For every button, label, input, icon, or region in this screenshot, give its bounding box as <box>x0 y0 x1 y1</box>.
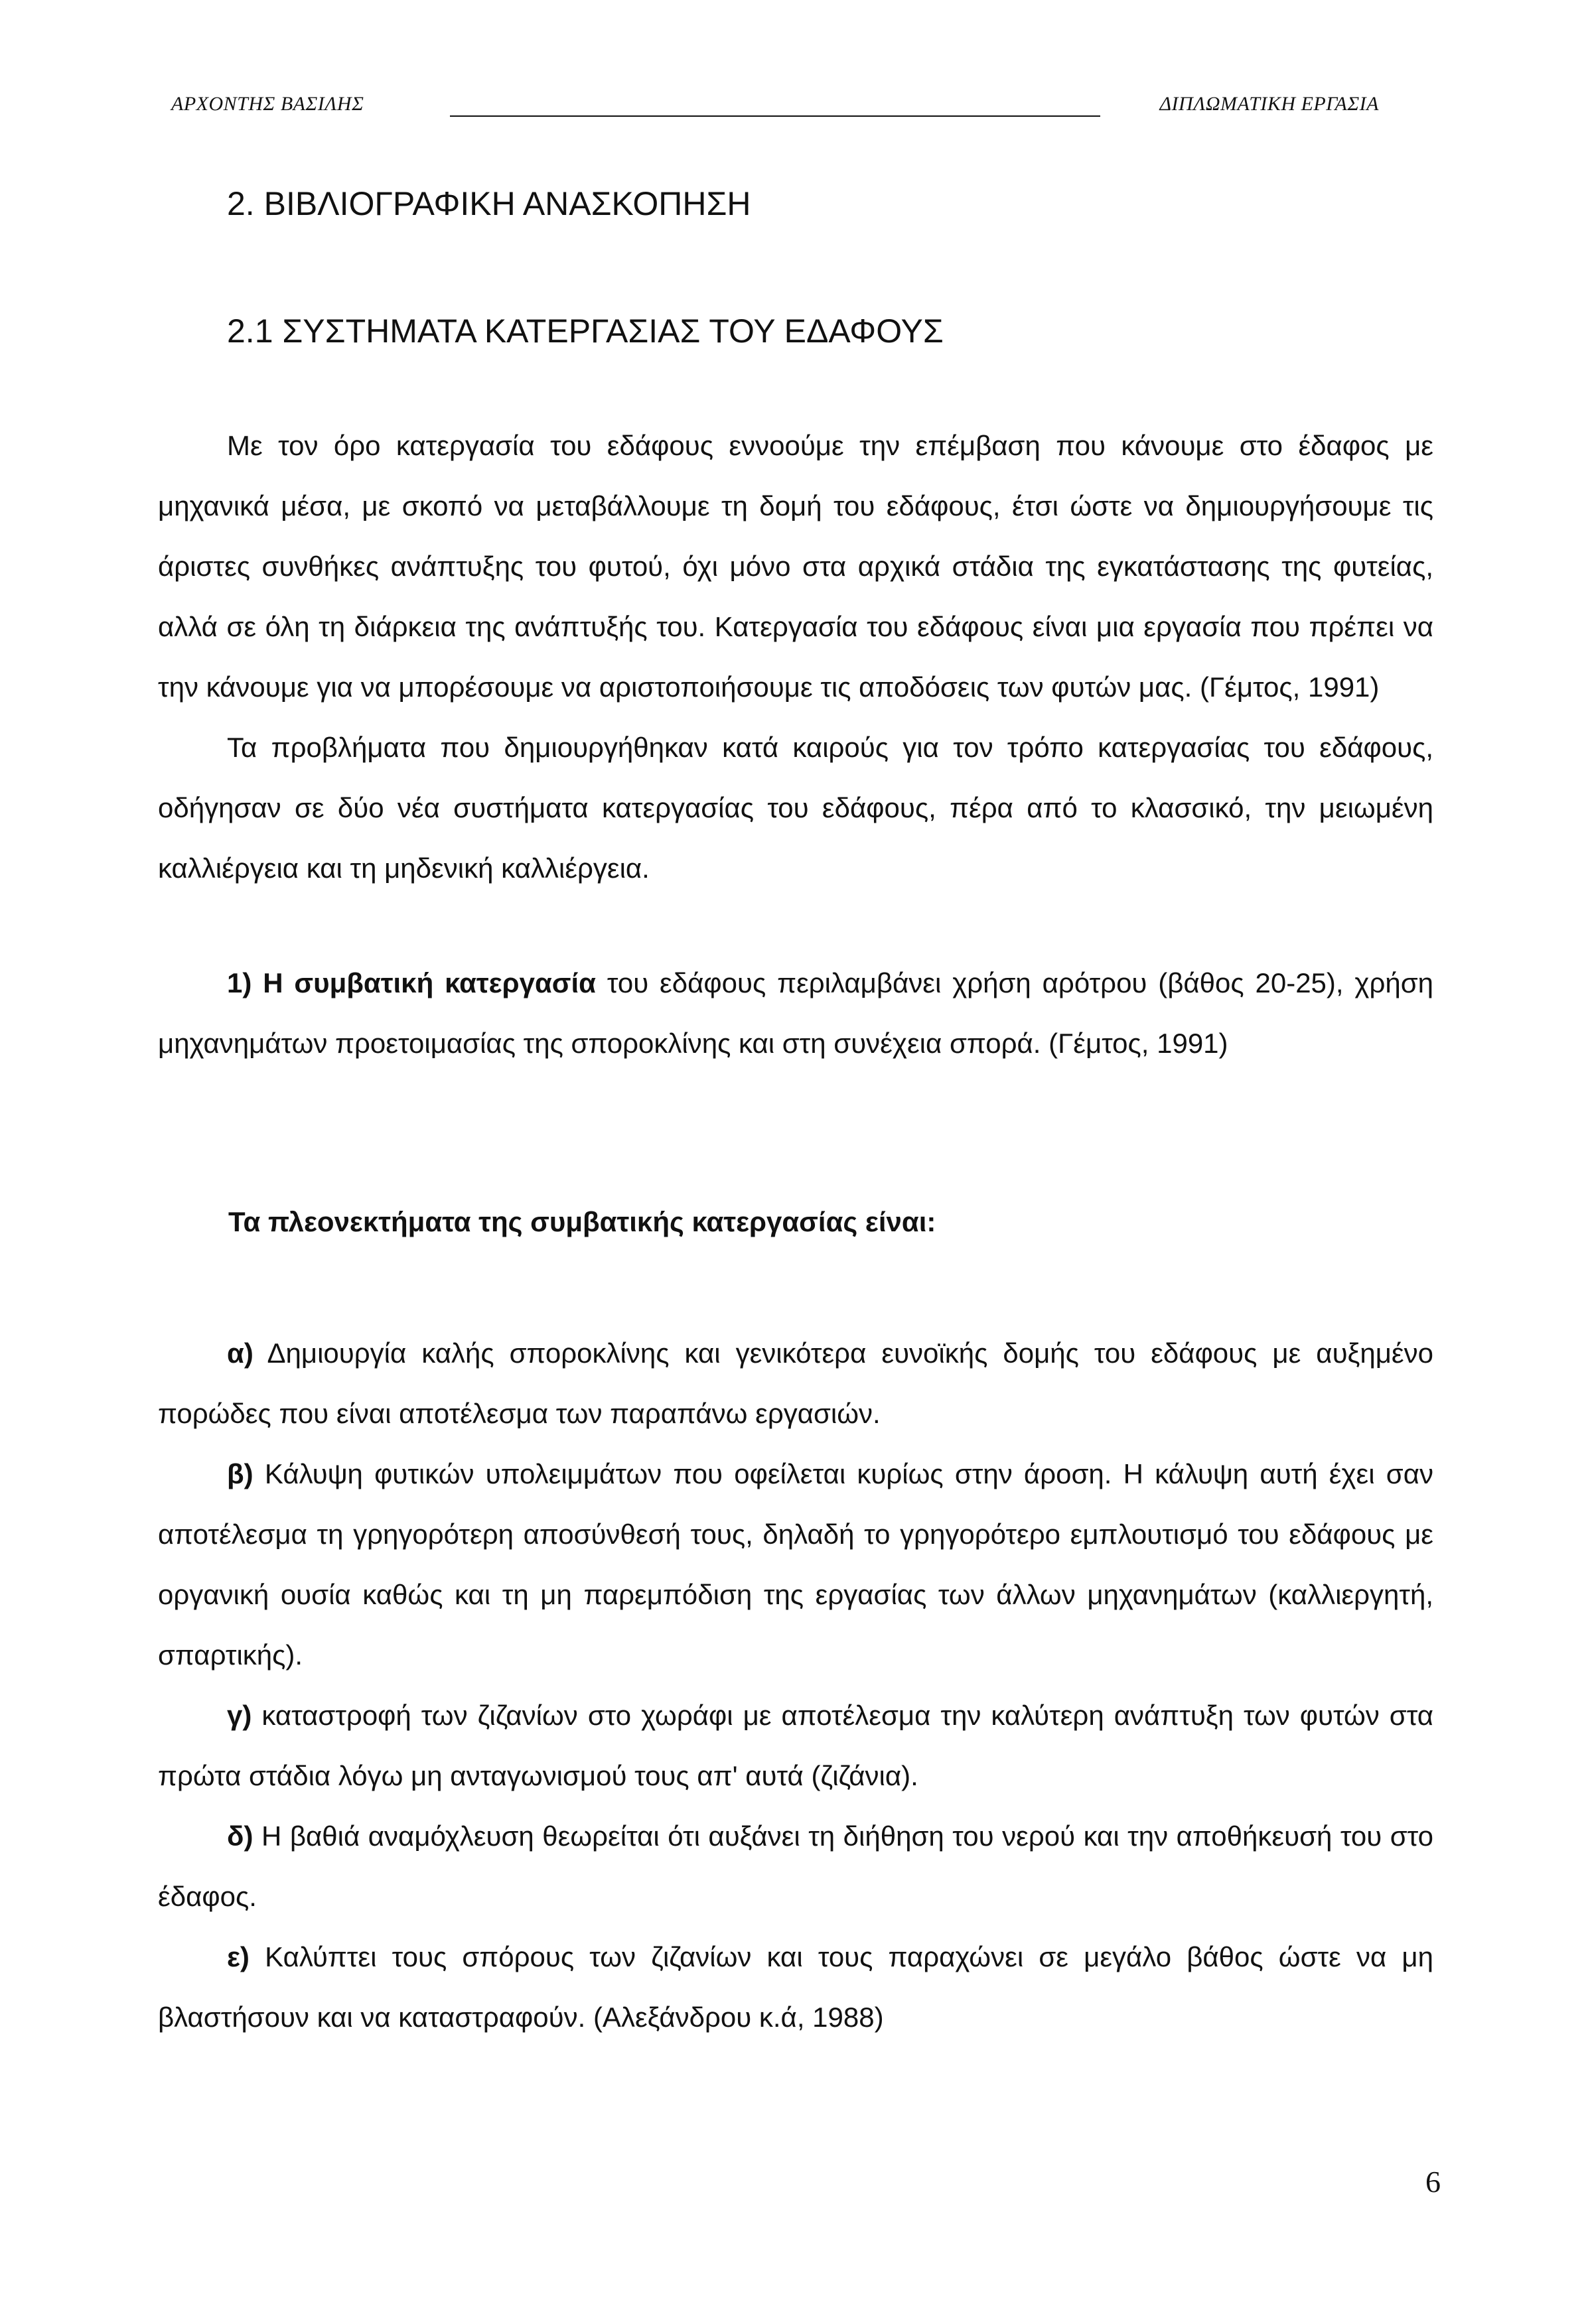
subsection-title: 2.1 ΣΥΣΤΗΜΑΤΑ ΚΑΤΕΡΓΑΣΙΑΣ ΤΟΥ ΕΔΑΦΟΥΣ <box>227 312 944 350</box>
list-item <box>158 1806 1433 1927</box>
list-item <box>158 1927 1433 2047</box>
list-marker: β) <box>227 1458 253 1489</box>
list-item-text: καταστροφή των ζιζανίων στο χωράφι με αποτέλεσμα την καλύτερη ανάπτυξη των φυτών στα πρώτα στάδια λόγω μη ανταγωνισμού τους απ' αυτά (ζιζάνια). <box>158 1700 1433 1791</box>
intro-text <box>158 415 1433 898</box>
header-document-type: ΔΙΠΛΩΜΑΤΙΚΗ ΕΡΓΑΣΙΑ <box>1159 93 1379 115</box>
advantages-heading: Τα πλεονεκτήματα της συμβατικής κατεργασίας είναι: <box>228 1206 936 1237</box>
list-item-text: Η βαθιά αναμόχλευση θεωρείται ότι αυξάνει τη διήθηση του νερού και την αποθήκευσή του στο έδαφος. <box>158 1820 1433 1912</box>
advantages-list <box>158 1323 1433 2047</box>
list-item <box>158 1323 1433 1444</box>
header-author: ΑΡΧΟΝΤΗΣ ΒΑΣΙΛΗΣ <box>171 93 364 115</box>
list-item-text: Δημιουργία καλής σποροκλίνης και γενικότερα ευνοϊκής δομής του εδάφους με αυξημένο πορώδες που είναι αποτέλεσμα των παραπάνω εργασιών. <box>158 1337 1433 1429</box>
paragraph-new-systems: Τα προβλήματα που δημιουργήθηκαν κατά καιρούς για τον τρόπο κατεργασίας του εδάφους, οδήγησαν σε δύο νέα συστήματα κατεργασίας του εδάφους, πέρα από το κλασσικό, την μειωμένη καλλιέργεια και τη μηδενική καλλιέργεια. <box>158 732 1433 884</box>
paragraph-conventional-tillage <box>158 953 1433 1073</box>
section-title: 2. ΒΙΒΛΙΟΓΡΑΦΙΚΗ ΑΝΑΣΚΟΠΗΣΗ <box>227 185 751 222</box>
list-item-text: Κάλυψη φυτικών υπολειμμάτων που οφείλεται κυρίως στην άροση. Η κάλυψη αυτή έχει σαν αποτέλεσμα τη γρηγορότερη αποσύνθεσή τους, δηλαδή το γρηγορότερο εμπλουτισμό του εδάφους με οργανική ουσία καθώς και τη μη παρεμπόδιση της εργασίας των άλλων μηχανημάτων (καλλιεργητή, σπαρτικής). <box>158 1458 1433 1671</box>
header-rule <box>450 115 1100 117</box>
conventional-tillage-description: του εδάφους περιλαμβάνει χρήση αρότρου (βάθος 20-25), χρήση μηχανημάτων προετοιμασίας της σποροκλίνης και στη συνέχεια σπορά. (Γέμτος, 1991) <box>158 967 1434 1059</box>
list-item <box>158 1685 1433 1806</box>
item-number: 1) <box>227 967 252 998</box>
conventional-tillage-text <box>158 953 1433 1073</box>
list-item <box>158 1444 1433 1685</box>
running-header <box>171 93 1379 123</box>
list-marker: δ) <box>227 1820 253 1852</box>
list-marker: γ) <box>227 1700 252 1731</box>
page-number: 6 <box>1425 2165 1441 2199</box>
paragraph-definition: Με τον όρο κατεργασία του εδάφους εννοούμε την επέμβαση που κάνουμε στο έδαφος με μηχανικά μέσα, με σκοπό να μεταβάλλουμε τη δομή του εδάφους, έτσι ώστε να δημιουργήσουμε τις άριστες συνθήκες ανάπτυξης του φυτού, όχι μόνο στα αρχικά στάδια της εγκατάστασης της φυτείας, αλλά σε όλη τη διάρκεια της ανάπτυξής του. Κατεργασία του εδάφους είναι μια εργασία που πρέπει να την κάνουμε για να μπορέσουμε να αριστοποιήσουμε τις αποδόσεις των φυτών μας. (Γέμτος, 1991) <box>158 430 1433 703</box>
list-marker: α) <box>227 1337 253 1369</box>
conventional-tillage-term: Η συμβατική κατεργασία <box>263 967 596 998</box>
list-marker: ε) <box>227 1941 250 1972</box>
list-item-text: Καλύπτει τους σπόρους των ζιζανίων και τους παραχώνει σε μεγάλο βάθος ώστε να μη βλαστήσουν και να καταστραφούν. (Αλεξάνδρου κ.ά, 1988) <box>158 1941 1433 2033</box>
